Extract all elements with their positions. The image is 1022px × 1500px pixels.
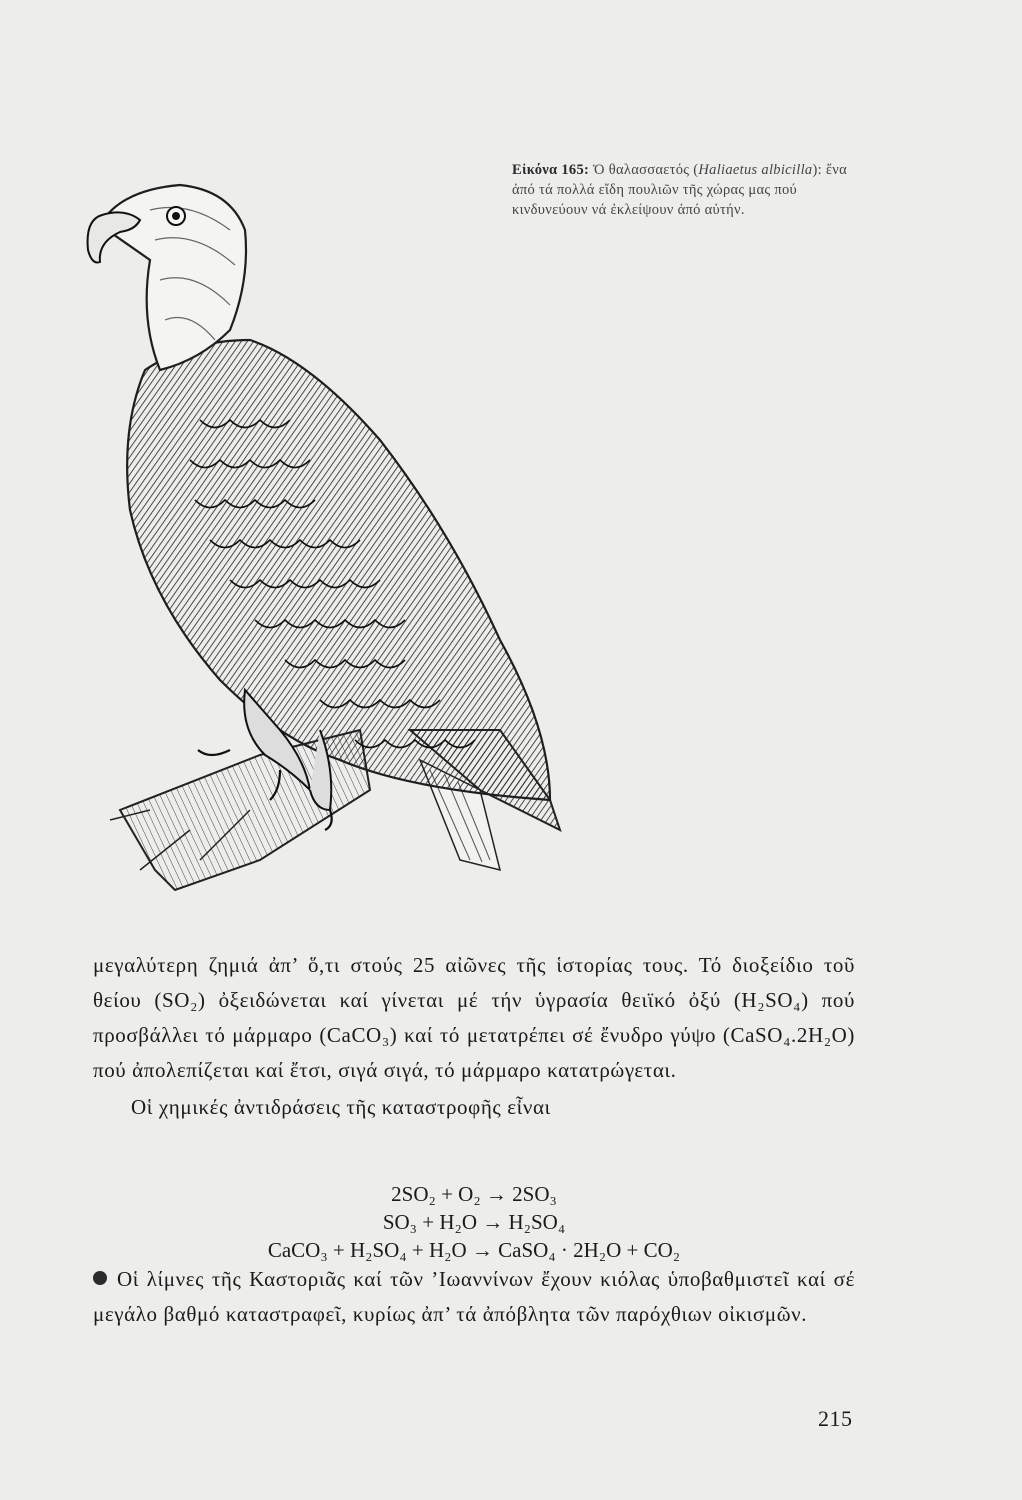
bullet-icon bbox=[93, 1271, 107, 1285]
paragraph-1: μεγαλύτερη ζημιά ἀπ’ ὅ,τι στούς 25 αἰῶνες τῆς ἱστορίας τους. Τό διοξείδιο τοῦ θείου (SO₂) ὀξειδώνεται καί γίνεται μέ τήν ὑγρασία θειϊκό ὀξύ (H₂SO₄) πού προσβάλλει τό μάρμαρο (CaCO₃) καί τό μετατρέπει σέ ἔνυδρο γύψο (CaSO₄.2H₂O) πού ἀπολεπίζεται καί ἔτσι, σιγά σιγά, τό μάρμαρο κατατρώγεται. bbox=[93, 953, 855, 1082]
main-text bbox=[93, 948, 855, 1125]
equation-1: 2SO₂ + O₂ → 2SO₃ bbox=[391, 1182, 557, 1206]
equation-2: SO₃ + H₂O → H₂SO₄ bbox=[382, 1210, 566, 1234]
caption-text-start: Ὁ θαλασσαετός ( bbox=[589, 162, 699, 178]
chemical-equations bbox=[93, 1180, 855, 1264]
page-number: 215 bbox=[818, 1406, 853, 1431]
bullet-paragraph-text: Οἱ λίμνες τῆς Καστοριᾶς καί τῶν ’Ιωαννίνων ἔχουν κιόλας ὑποβαθμιστεῖ καί σέ μεγάλο βαθμό καταστραφεῖ, κυρίως ἀπ’ τά ἀπόβλητα τῶν παρόχθιων οἰκισμῶν. bbox=[93, 1267, 855, 1326]
bullet-paragraph bbox=[93, 1262, 855, 1332]
equation-3: CaCO₃ + H₂SO₄ + H₂O → CaSO₄ · 2H₂O + CO₂ bbox=[267, 1238, 681, 1262]
caption-text-end: ): ἕνα ἀπό τά πολλά εἴδη πουλιῶν τῆς χώρας μας πού κινδυνεύουν νά ἐκλείψουν ἀπό αὐτήν. bbox=[512, 162, 847, 218]
figure-caption bbox=[512, 160, 850, 220]
caption-label: Εἰκόνα 165: bbox=[512, 162, 590, 178]
paragraph-2: Οἱ χημικές ἀντιδράσεις τῆς καταστροφῆς εἶναι bbox=[131, 1095, 551, 1119]
caption-latin-name: Haliaetus albicilla bbox=[698, 162, 813, 178]
eagle-illustration bbox=[80, 170, 580, 930]
